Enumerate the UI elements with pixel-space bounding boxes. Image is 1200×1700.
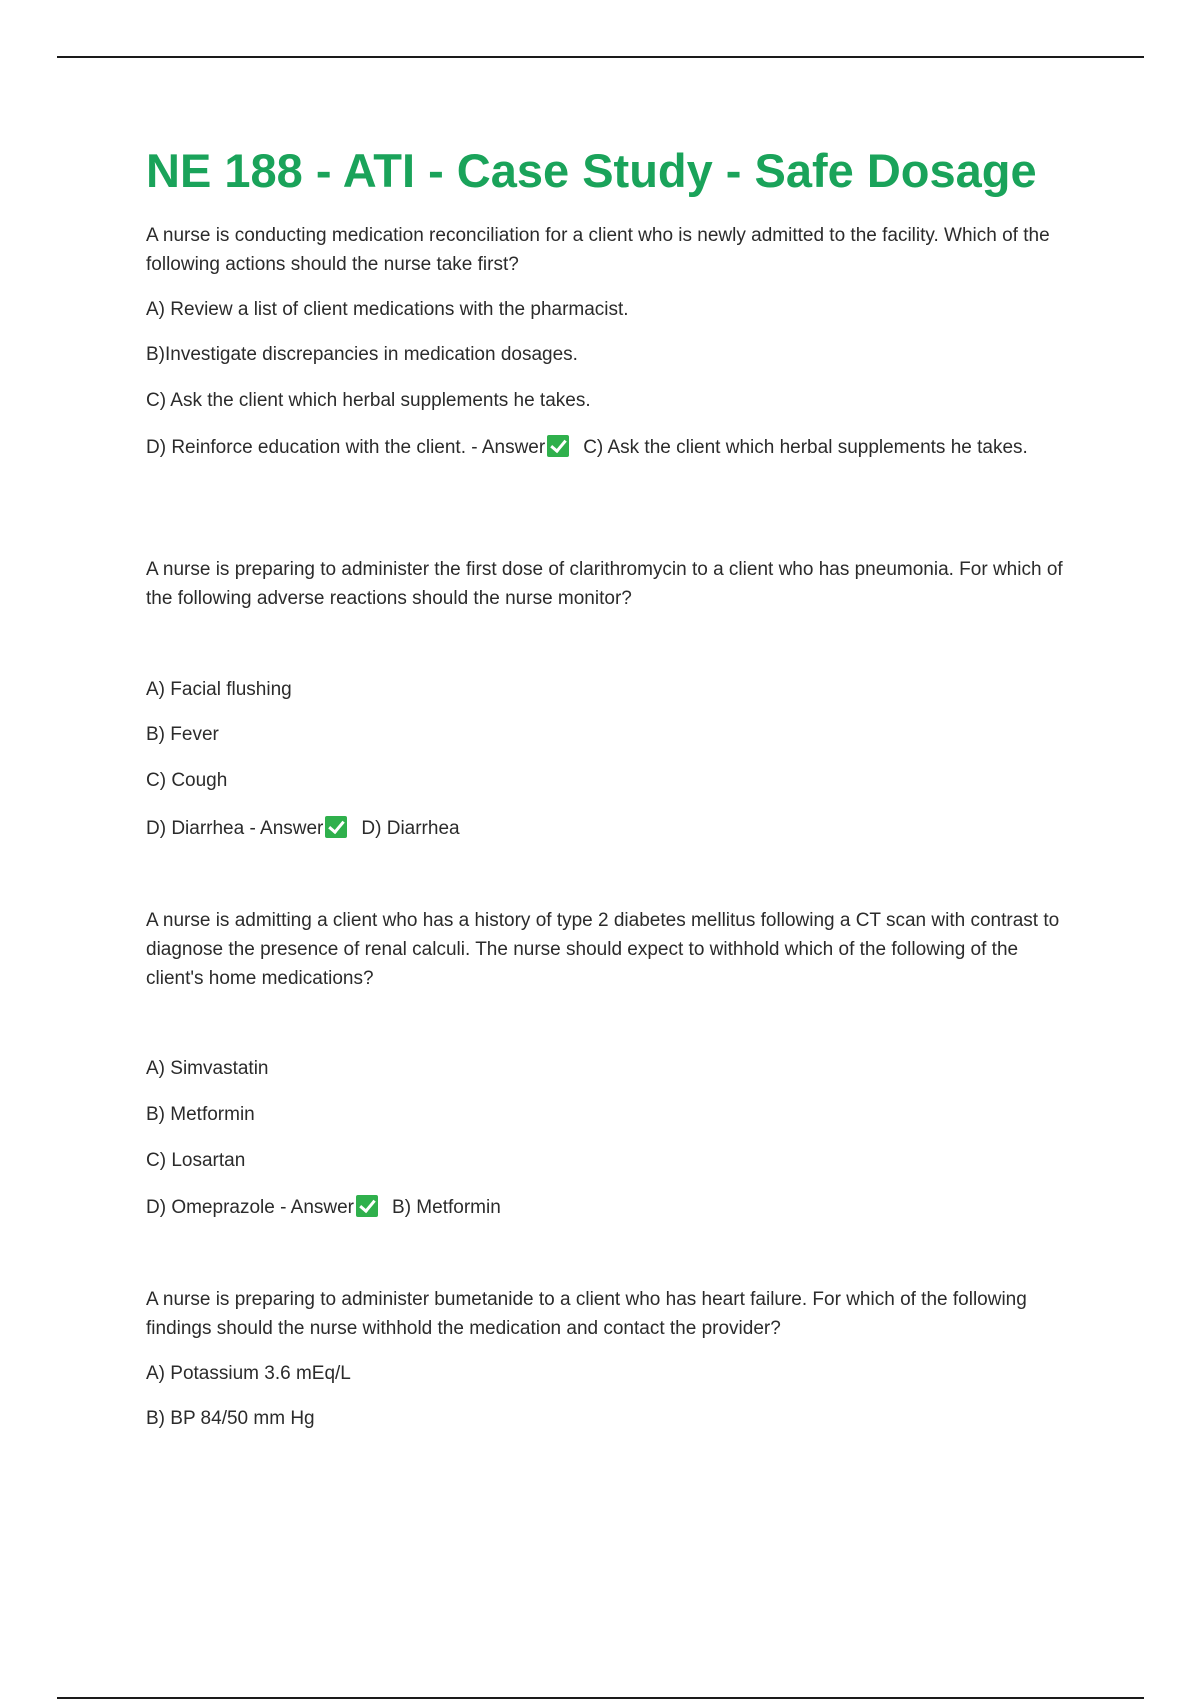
option-with-answer-label: D) Reinforce education with the client. - Answer [146, 437, 546, 458]
option-with-answer-label: D) Diarrhea - Answer [146, 818, 324, 839]
bottom-rule [57, 1697, 1144, 1699]
question-3 [146, 906, 1076, 993]
answer-line [146, 1193, 1076, 1222]
question-stem: A nurse is preparing to administer bumetanide to a client who has heart failure. For which of the following findings should the nurse withhold the medication and contact the provider? [146, 1289, 1027, 1339]
option-item: A) Review a list of client medications with the pharmacist. [146, 299, 629, 320]
question-stem: A nurse is admitting a client who has a history of type 2 diabetes mellitus following a CT scan with contrast to diagnose the presence of renal calculi. The nurse should expect to withhold which of the following of the client's home medications? [146, 910, 1060, 989]
option-item: C) Ask the client which herbal supplements he takes. [146, 390, 591, 411]
option-item: B) Metformin [146, 1104, 255, 1125]
question-stem: A nurse is preparing to administer the first dose of clarithromycin to a client who has pneumonia. For which of the following adverse reactions should the nurse monitor? [146, 559, 1063, 609]
option-item: B)Investigate discrepancies in medication dosages. [146, 344, 578, 365]
option-item: C) Cough [146, 770, 228, 791]
question-stem: A nurse is conducting medication reconciliation for a client who is newly admitted to the facility. Which of the following actions should the nurse take first? [146, 225, 1050, 275]
correct-answer: B) Metformin [392, 1197, 501, 1218]
question-2 [146, 555, 1076, 613]
top-rule [57, 56, 1144, 58]
option-item: A) Simvastatin [146, 1058, 269, 1079]
check-mark-icon [356, 1195, 378, 1217]
question-4 [146, 1285, 1076, 1343]
check-mark-icon [325, 816, 347, 838]
option-item: B) Fever [146, 724, 219, 745]
correct-answer: D) Diarrhea [361, 818, 460, 839]
correct-answer: C) Ask the client which herbal supplements he takes. [583, 437, 1028, 458]
answer-line [146, 814, 1076, 843]
page-title: NE 188 - ATI - Case Study - Safe Dosage [146, 144, 1037, 197]
answer-line [146, 433, 1076, 462]
option-item: A) Potassium 3.6 mEq/L [146, 1363, 351, 1384]
option-item: C) Losartan [146, 1150, 246, 1171]
check-mark-icon [547, 435, 569, 457]
option-with-answer-label: D) Omeprazole - Answer [146, 1197, 355, 1218]
question-1 [146, 221, 1076, 279]
option-item: B) BP 84/50 mm Hg [146, 1408, 315, 1429]
option-item: A) Facial flushing [146, 679, 292, 700]
